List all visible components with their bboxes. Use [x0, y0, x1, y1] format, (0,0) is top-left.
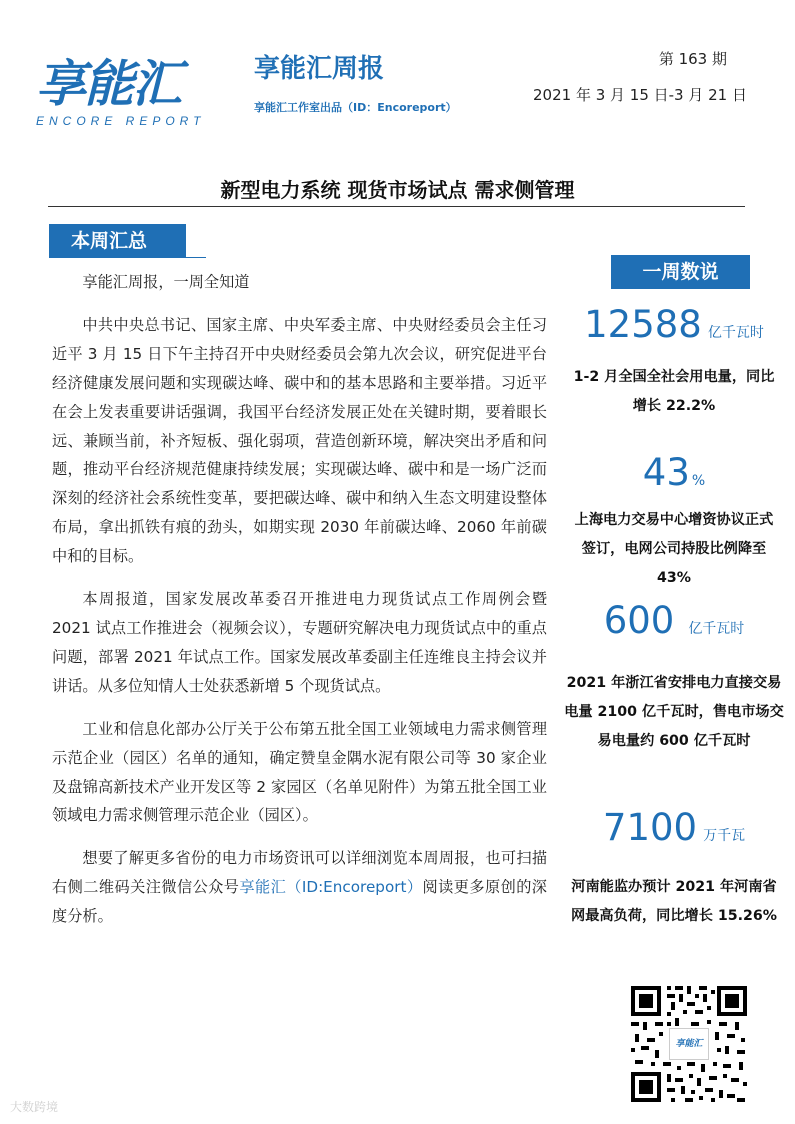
stat-description-4: 河南能监办预计 2021 年河南省网最高负荷，同比增长 15.26%: [571, 879, 777, 924]
report-title: 享能汇周报: [254, 54, 385, 84]
stat-unit: 亿千瓦时: [688, 621, 745, 637]
wechat-account-link[interactable]: 享能汇（ID:Encoreport）: [239, 878, 423, 897]
logo: [36, 56, 226, 132]
stat-number: 7100: [602, 806, 698, 849]
section-tag-underline: [186, 257, 206, 258]
stat-value-4: [560, 806, 788, 850]
logo-text: 享能汇: [36, 55, 180, 113]
watermark: 大数跨境: [10, 1100, 59, 1114]
closing-text-end: 阅读更多原创的深度分析。: [52, 878, 547, 926]
summary-paragraph: 本周报道，国家发展改革委召开推进电力现货试点工作周例会暨 2021 试点工作推进会（视频会议），专题研究解决电力现货试点中的重点问题，部署 2021 年试点工作。国家发展改革委副主任连维良主持会议并讲话。从多位知情人士处获悉新增 5 个现货试点。: [52, 590, 547, 695]
issue-number: 第 163 期: [658, 50, 727, 68]
section-tag-weekly-numbers: 一周数说: [611, 255, 750, 289]
stat-value-3: [560, 599, 788, 643]
summary-closing: [52, 844, 547, 931]
stat-unit: %: [691, 473, 706, 489]
stat-unit: 万千瓦: [703, 828, 746, 844]
stat-number: 43: [642, 451, 690, 494]
stat-number: 600: [603, 599, 675, 642]
stat-description-3: 2021 年浙江省安排电力直接交易电量 2100 亿千瓦时，售电市场交易电量约 600 亿千瓦时: [564, 675, 784, 749]
report-subtitle: 享能汇工作室出品（ID：Encoreport）: [254, 101, 457, 114]
stat-value-2: [560, 451, 788, 495]
closing-text: 想要了解更多省份的电力市场资讯可以详细浏览本周周报，也可扫描右侧二维码关注微信公众号: [52, 849, 547, 897]
qr-code[interactable]: [627, 982, 751, 1106]
stat-unit: 亿千瓦时: [707, 325, 764, 341]
headline: 新型电力系统 现货市场试点 需求侧管理: [220, 178, 575, 202]
headline-divider: [48, 206, 745, 207]
date-range: 2021 年 3 月 15 日-3 月 21 日: [533, 86, 747, 104]
stat-value-1: [560, 303, 788, 347]
stat-description-2: 上海电力交易中心增资协议正式签订，电网公司持股比例降至 43%: [574, 512, 774, 586]
summary-paragraph: 中共中央总书记、国家主席、中央军委主席、中央财经委员会主任习近平 3 月 15 日下午主持召开中央财经委员会第九次会议，研究促进平台经济健康发展问题和实现碳达峰、碳中和的基本思路和主要举措。习近平在会上发表重要讲话强调，我国平台经济发展正处在关键时期，要着眼长远、兼顾当前，补齐短板、强化弱项，营造创新环境，解决突出矛盾和问题，推动平台经济规范健康持续发展；实现碳达峰、碳中和是一场广泛而深刻的经济社会系统性变革，要把碳达峰、碳中和纳入生态文明建设整体布局，拿出抓铁有痕的劲头，如期实现 2030 年前碳达峰、2060 年前碳中和的目标。: [52, 315, 547, 566]
summary-body: [52, 268, 547, 945]
stat-description-1: 1-2 月全国全社会用电量，同比增长 22.2%: [573, 369, 775, 414]
logo-subtitle: ENCORE REPORT: [36, 114, 206, 128]
summary-paragraph: 工业和信息化部办公厅关于公布第五批全国工业领域电力需求侧管理示范企业（园区）名单的通知，确定赞皇金隅水泥有限公司等 30 家企业及盘锦高新技术产业开发区等 2 家园区（名单见附件）为第五批全国工业领域电力需求侧管理示范企业（园区）。: [52, 719, 547, 825]
qr-center-logo: 享能汇: [669, 1028, 709, 1060]
stat-number: 12588: [584, 303, 702, 346]
section-tag-summary: 本周汇总: [49, 224, 186, 258]
summary-paragraph: 享能汇周报，一周全知道: [82, 273, 250, 291]
